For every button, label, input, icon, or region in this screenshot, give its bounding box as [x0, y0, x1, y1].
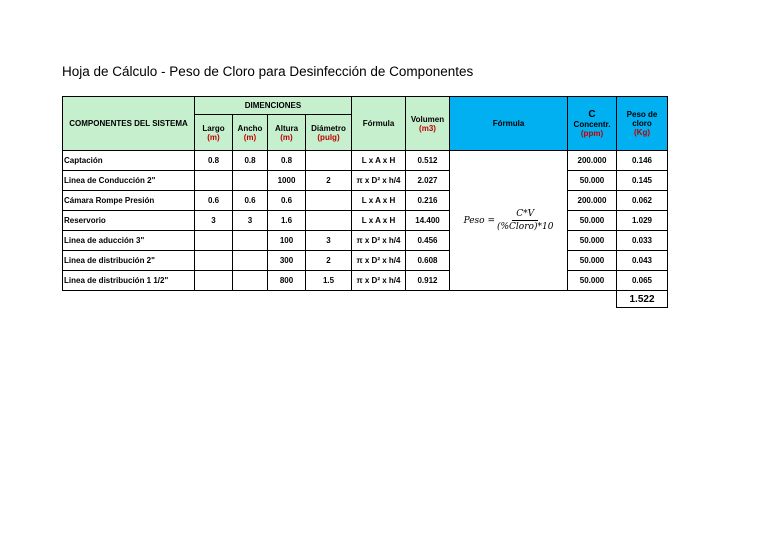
cell-formula: π x D² x h/4 — [352, 251, 406, 271]
total-row — [63, 291, 668, 308]
cell-largo — [195, 271, 233, 291]
cell-altura: 800 — [268, 271, 306, 291]
cell-componente: Cámara Rompe Presión — [63, 191, 195, 211]
cell-diametro: 3 — [306, 231, 352, 251]
cell-volumen: 0.456 — [406, 231, 450, 251]
cell-c: 200.000 — [568, 151, 617, 171]
cell-peso: 0.062 — [617, 191, 668, 211]
formula-numerator: C*V — [512, 209, 538, 221]
header-diametro: Diámetro (pulg) — [306, 115, 352, 151]
concentr-unit: (ppm) — [580, 129, 604, 138]
cell-peso: 1.029 — [617, 211, 668, 231]
cell-peso: 0.065 — [617, 271, 668, 291]
cell-volumen: 14.400 — [406, 211, 450, 231]
cell-volumen: 0.608 — [406, 251, 450, 271]
cell-formula: L x A x H — [352, 151, 406, 171]
cell-formula: L x A x H — [352, 211, 406, 231]
table-row — [63, 211, 668, 231]
cell-c: 50.000 — [568, 171, 617, 191]
cell-largo: 3 — [195, 211, 233, 231]
cell-formula: L x A x H — [352, 191, 406, 211]
cell-c: 50.000 — [568, 231, 617, 251]
cell-peso: 0.033 — [617, 231, 668, 251]
cell-componente: Linea de distribución 2" — [63, 251, 195, 271]
table-row — [63, 271, 668, 291]
sheet-title: Hoja de Cálculo - Peso de Cloro para Desinfección de Componentes — [62, 64, 474, 79]
cell-diametro — [306, 191, 352, 211]
header-largo: Largo (m) — [195, 115, 233, 151]
cell-ancho: 0.8 — [233, 151, 268, 171]
cell-diametro: 1.5 — [306, 271, 352, 291]
cell-altura: 1000 — [268, 171, 306, 191]
volumen-unit: (m3) — [419, 123, 436, 133]
cell-c: 200.000 — [568, 191, 617, 211]
cell-formula: π x D² x h/4 — [352, 231, 406, 251]
cell-altura: 300 — [268, 251, 306, 271]
cell-c: 50.000 — [568, 211, 617, 231]
cell-ancho — [233, 171, 268, 191]
header-concentracion: C Concentr. (ppm) — [568, 97, 617, 151]
cell-ancho — [233, 231, 268, 251]
cell-componente: Linea de aducción 3" — [63, 231, 195, 251]
header-volumen: Volumen (m3) — [406, 97, 450, 151]
cell-volumen: 0.512 — [406, 151, 450, 171]
table-row — [63, 151, 668, 171]
header-componentes: COMPONENTES DEL SISTEMA — [63, 97, 195, 151]
peso-formula-cell — [450, 151, 568, 291]
cell-componente: Linea de Conducción 2" — [63, 171, 195, 191]
cell-diametro — [306, 151, 352, 171]
cell-volumen: 0.912 — [406, 271, 450, 291]
cell-componente: Captación — [63, 151, 195, 171]
cell-diametro — [306, 211, 352, 231]
header-formula: Fórmula — [352, 97, 406, 151]
cell-ancho — [233, 251, 268, 271]
cell-peso: 0.043 — [617, 251, 668, 271]
peso-unit: (Kg) — [634, 128, 650, 137]
cell-ancho — [233, 271, 268, 291]
header-formula-peso: Fórmula — [450, 97, 568, 151]
table-row — [63, 231, 668, 251]
cell-ancho: 0.6 — [233, 191, 268, 211]
peso-formula — [450, 209, 567, 232]
cell-altura: 1.6 — [268, 211, 306, 231]
header-ancho: Ancho (m) — [233, 115, 268, 151]
cell-largo — [195, 231, 233, 251]
cell-volumen: 0.216 — [406, 191, 450, 211]
cell-c: 50.000 — [568, 271, 617, 291]
cell-largo — [195, 251, 233, 271]
cell-largo: 0.8 — [195, 151, 233, 171]
cell-formula: π x D² x h/4 — [352, 171, 406, 191]
formula-lhs: Peso = — [463, 215, 495, 226]
cell-peso: 0.146 — [617, 151, 668, 171]
cell-diametro: 2 — [306, 251, 352, 271]
table-row — [63, 171, 668, 191]
cell-peso: 0.145 — [617, 171, 668, 191]
cell-altura: 0.8 — [268, 151, 306, 171]
cell-volumen: 2.027 — [406, 171, 450, 191]
cell-largo: 0.6 — [195, 191, 233, 211]
total-peso: 1.522 — [617, 291, 668, 308]
cell-altura: 100 — [268, 231, 306, 251]
cell-componente: Linea de distribución 1 1/2" — [63, 271, 195, 291]
cell-largo — [195, 171, 233, 191]
cell-c: 50.000 — [568, 251, 617, 271]
chlorine-table — [62, 96, 668, 308]
table-row — [63, 251, 668, 271]
cell-formula: π x D² x h/4 — [352, 271, 406, 291]
table-row — [63, 191, 668, 211]
cell-diametro: 2 — [306, 171, 352, 191]
cell-componente: Reservorio — [63, 211, 195, 231]
formula-denominator: (%Cloro)*10 — [496, 222, 554, 232]
header-altura: Altura (m) — [268, 115, 306, 151]
cell-ancho: 3 — [233, 211, 268, 231]
header-dimensiones: DIMENCIONES — [195, 97, 352, 115]
header-peso: Peso de cloro (Kg) — [617, 97, 668, 151]
formula-fraction — [497, 209, 553, 232]
cell-altura: 0.6 — [268, 191, 306, 211]
